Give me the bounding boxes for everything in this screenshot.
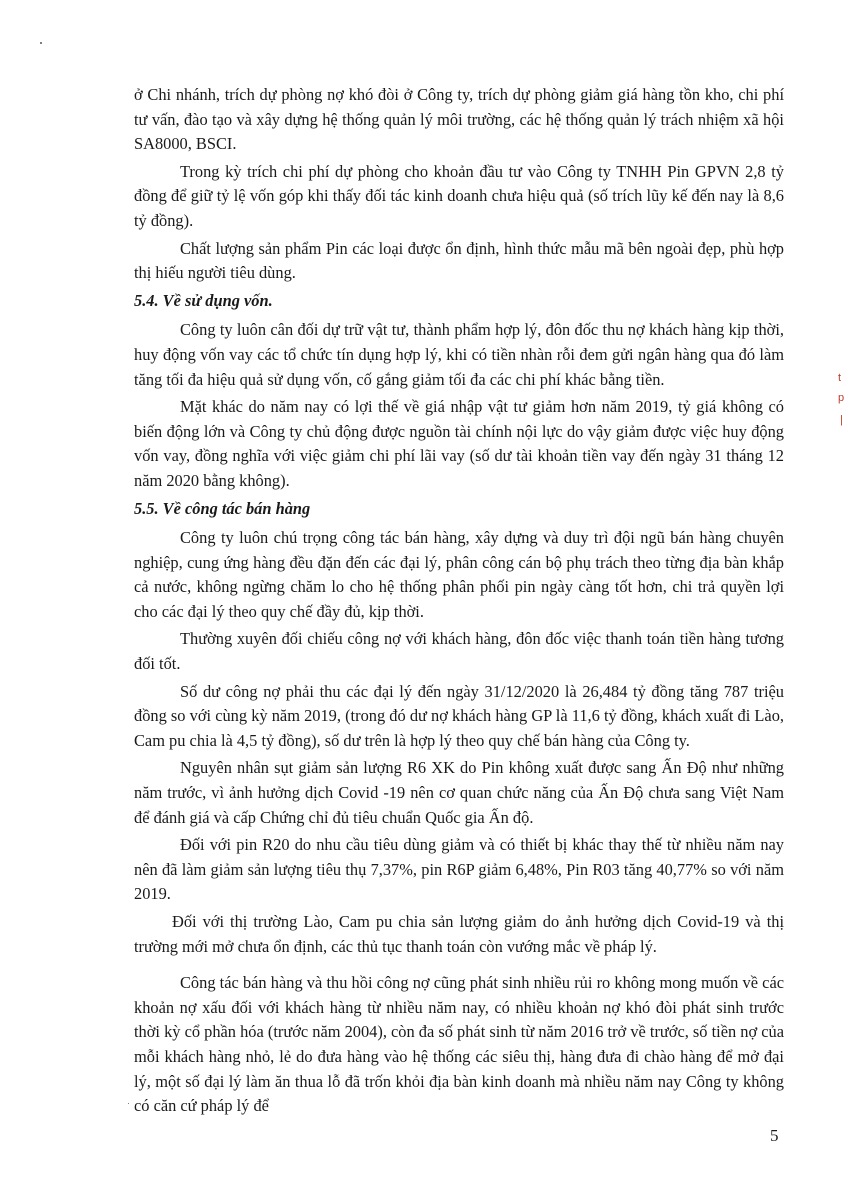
document-body xyxy=(134,83,784,1122)
section-heading-5-5: 5.5. Về công tác bán hàng xyxy=(134,498,311,518)
paragraph-capital-balance: Công ty luôn cân đối dự trữ vật tư, thành phẩm hợp lý, đôn đốc thu nợ khách hàng kịp thời, huy động vốn vay các tổ chức tín dụng hợp lý, khi có tiền nhàn rỗi đem gửi ngân hàng qua đó làm tăng tối đa hiệu quả sử dụng vốn, cố gắng giảm tối đa các chi phí khác bằng tiền. xyxy=(134,320,784,389)
paragraph-capital-advantage: Mặt khác do năm nay có lợi thế về giá nhập vật tư giảm hơn năm 2019, tỷ giá không có biến động lớn và Công ty chủ động được nguồn tài chính nội lực do vậy giảm được việc huy động vốn vay, đồng nghĩa với việc giảm chi phí lãi vay (số dư tài khoản tiền vay đến ngày 31 tháng 12 năm 2020 bằng không). xyxy=(134,397,784,490)
section-heading-5-4: 5.4. Về sử dụng vốn. xyxy=(134,290,273,310)
paragraph-sales-focus: Công ty luôn chú trọng công tác bán hàng, xây dựng và duy trì đội ngũ bán hàng chuyên nghiệp, cung ứng hàng đều đặn đến các đại lý, phân công cán bộ phụ trách theo từng địa bàn khắp cả nước, không ngừng chăm lo cho hệ thống phân phối pin ngày càng tốt hơn, chi trả quyền lợi cho các đại lý theo quy chế đầy đủ, kịp thời. xyxy=(134,528,784,621)
scan-mark: t xyxy=(838,372,842,384)
paragraph-r6-export-decline: Nguyên nhân sụt giảm sản lượng R6 XK do Pin không xuất được sang Ấn Độ như những năm trước, vì ảnh hưởng dịch Covid -19 nên cơ quan chức năng của Ấn Độ chưa sang Việt Nam để đánh giá và cấp Chứng chỉ đủ tiêu chuẩn Quốc gia Ấn độ. xyxy=(134,758,784,827)
scan-dust xyxy=(40,42,42,44)
paragraph-r20-consumption: Đối với pin R20 do nhu cầu tiêu dùng giảm và có thiết bị khác thay thế từ nhiều năm nay nên đã làm giảm sản lượng tiêu thụ 7,37%, pin R6P giảm 6,48%, Pin R03 tăng 40,77% so với năm 2019. xyxy=(134,835,784,904)
paragraph-product-quality: Chất lượng sản phẩm Pin các loại được ổn định, hình thức mẫu mã bên ngoài đẹp, phù hợp thị hiếu người tiêu dùng. xyxy=(134,238,784,283)
scan-dust xyxy=(128,1103,129,1104)
paragraph-receivables-balance: Số dư công nợ phải thu các đại lý đến ngày 31/12/2020 là 26,484 tỷ đồng tăng 787 triệu đồng so với cùng kỳ năm 2019, (trong đó dư nợ khách hàng GP là 11,6 tỷ đồng, khách xuất đi Lào, Cam pu chia là 4,5 tỷ đồng), số dư trên là hợp lý theo quy chế bán hàng của Công ty. xyxy=(134,681,784,750)
paragraph-laos-cambodia-market: Đối với thị trường Lào, Cam pu chia sản lượng giảm do ảnh hưởng dịch Covid-19 và thị trường mới mở chưa ổn định, các thủ tục thanh toán còn vướng mắc về pháp lý. xyxy=(134,912,784,956)
paragraph-continuation: ở Chi nhánh, trích dự phòng nợ khó đòi ở Công ty, trích dự phòng giảm giá hàng tồn kho, chi phí tư vấn, đào tạo và xây dựng hệ thống quản lý môi trường, các hệ thống quản lý trách nhiệm xã hội SA8000, BSCI. xyxy=(134,85,784,154)
paragraph-debt-reconciliation: Thường xuyên đối chiếu công nợ với khách hàng, đôn đốc việc thanh toán tiền hàng tương đối tốt. xyxy=(134,629,784,674)
page-number: 5 xyxy=(770,1126,779,1145)
scan-mark: | xyxy=(840,414,843,426)
paragraph-bad-debt-risk: Công tác bán hàng và thu hồi công nợ cũng phát sinh nhiều rủi ro không mong muốn về các khoản nợ xấu đối với khách hàng từ nhiều năm nay, có nhiều khoản nợ khó đòi phát sinh trước thời kỳ cổ phần hóa (trước năm 2004), còn đa số phát sinh từ năm 2016 trở về trước, số tiền nợ của mỗi khách hàng nhỏ, lẻ do đưa hàng vào hệ thống các siêu thị, hàng đưa đi chào hàng để mở đại lý, một số đại lý làm ăn thua lỗ đã trốn khỏi địa bàn kinh doanh mà nhiều năm nay Công ty không có căn cứ pháp lý để xyxy=(134,973,784,1116)
scan-mark: p xyxy=(838,392,845,404)
paragraph-provision-investment: Trong kỳ trích chi phí dự phòng cho khoản đầu tư vào Công ty TNHH Pin GPVN 2,8 tỷ đồng để giữ tỷ lệ vốn góp khi thấy đối tác kinh doanh chưa hiệu quả (số trích lũy kế đến nay là 8,6 tỷ đồng). xyxy=(134,161,784,230)
